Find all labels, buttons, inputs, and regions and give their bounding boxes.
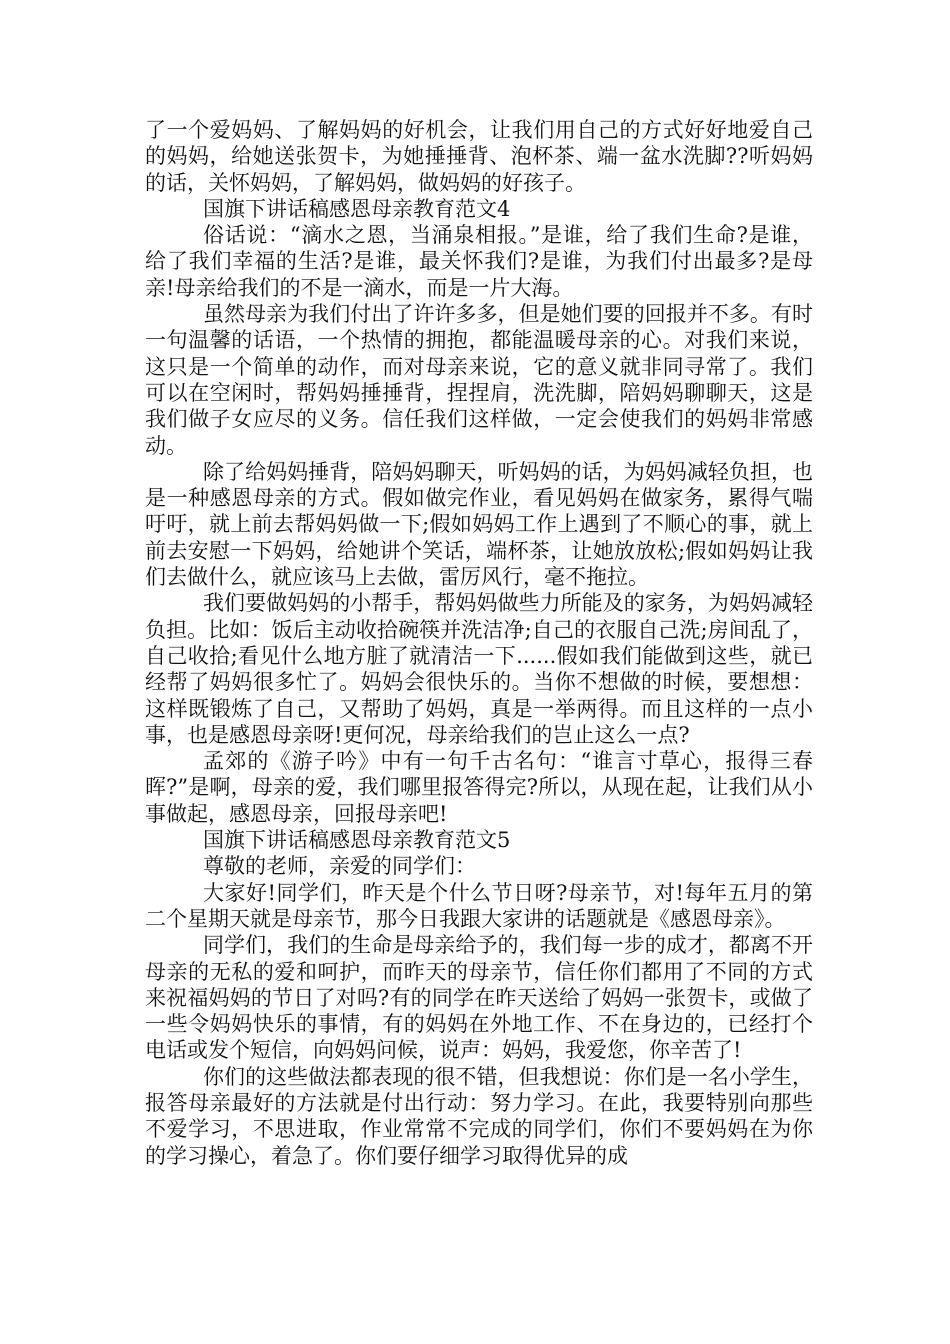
section-heading: 国旗下讲话稿感恩母亲教育范文5 bbox=[203, 828, 511, 853]
document-body bbox=[145, 117, 813, 1169]
paragraph: 我们要做妈妈的小帮手，帮妈妈做些力所能及的家务，为妈妈减轻负担。比如：饭后主动收拾碗筷并洗洁净;自己的衣服自己洗;房间乱了，自己收拾;看见什么地方脏了就清洁一下......假如我们能做到这些，就已经帮了妈妈很多忙了。妈妈会很快乐的。当你不想做的时候，要想想：这样既锻炼了自己，又帮助了妈妈，真是一举两得。而且这样的一点小事，也是感恩母亲呀!更何况，母亲给我们的岂止这么一点? bbox=[145, 591, 813, 747]
section-heading: 国旗下讲话稿感恩母亲教育范文4 bbox=[203, 196, 511, 221]
salutation: 尊敬的老师，亲爱的同学们： bbox=[203, 854, 476, 879]
paragraph: 大家好!同学们，昨天是个什么节日呀?母亲节，对!每年五月的第二个星期天就是母亲节，那今日我跟大家讲的话题就是《感恩母亲》。 bbox=[145, 880, 813, 931]
paragraph: 除了给妈妈捶背，陪妈妈聊天，听妈妈的话，为妈妈减轻负担，也是一种感恩母亲的方式。假如做完作业，看见妈妈在做家务，累得气喘吁吁，就上前去帮妈妈做一下;假如妈妈工作上遇到了不顺心的事，就上前去安慰一下妈妈，给她讲个笑话，端杯茶，让她放放松;假如妈妈让我们去做什么，就应该马上去做，雷厉风行，毫不拖拉。 bbox=[145, 459, 813, 590]
paragraph: 了一个爱妈妈、了解妈妈的好机会，让我们用自己的方式好好地爱自己的妈妈，给她送张贺卡，为她捶捶背、泡杯茶、端一盆水洗脚??听妈妈的话，关怀妈妈，了解妈妈，做妈妈的好孩子。 bbox=[145, 118, 813, 195]
paragraph: 孟郊的《游子吟》中有一句千古名句：“谁言寸草心，报得三春晖?”是啊，母亲的爱，我们哪里报答得完?所以，从现在起，让我们从小事做起，感恩母亲，回报母亲吧! bbox=[145, 749, 813, 826]
paragraph: 俗话说：“滴水之恩，当涌泉相报。”是谁，给了我们生命?是谁，给了我们幸福的生活?是谁，最关怀我们?是谁，为我们付出最多?是母亲!母亲给我们的不是一滴水，而是一片大海。 bbox=[145, 223, 813, 300]
paragraph: 虽然母亲为我们付出了许许多多，但是她们要的回报并不多。有时一句温馨的话语，一个热情的拥抱，都能温暖母亲的心。对我们来说，这只是一个简单的动作，而对母亲来说，它的意义就非同寻常了。我们可以在空闲时，帮妈妈捶捶背，捏捏肩，洗洗脚，陪妈妈聊聊天，这是我们做子女应尽的义务。信任我们这样做，一定会使我们的妈妈非常感动。 bbox=[145, 302, 813, 458]
paragraph: 同学们，我们的生命是母亲给予的，我们每一步的成才，都离不开母亲的无私的爱和呵护，而昨天的母亲节，信任你们都用了不同的方式来祝福妈妈的节日了对吗?有的同学在昨天送给了妈妈一张贺卡，或做了一些令妈妈快乐的事情，有的妈妈在外地工作、不在身边的，已经打个电话或发个短信，向妈妈问候，说声：妈妈，我爱您，你辛苦了! bbox=[145, 933, 813, 1063]
paragraph: 你们的这些做法都表现的很不错，但我想说：你们是一名小学生，报答母亲最好的方法就是付出行动：努力学习。在此，我要特别向那些不爱学习，不思进取，作业常常不完成的同学们，你们不要妈妈在为你的学习操心，着急了。你们要仔细学习取得优异的成 bbox=[145, 1064, 813, 1168]
